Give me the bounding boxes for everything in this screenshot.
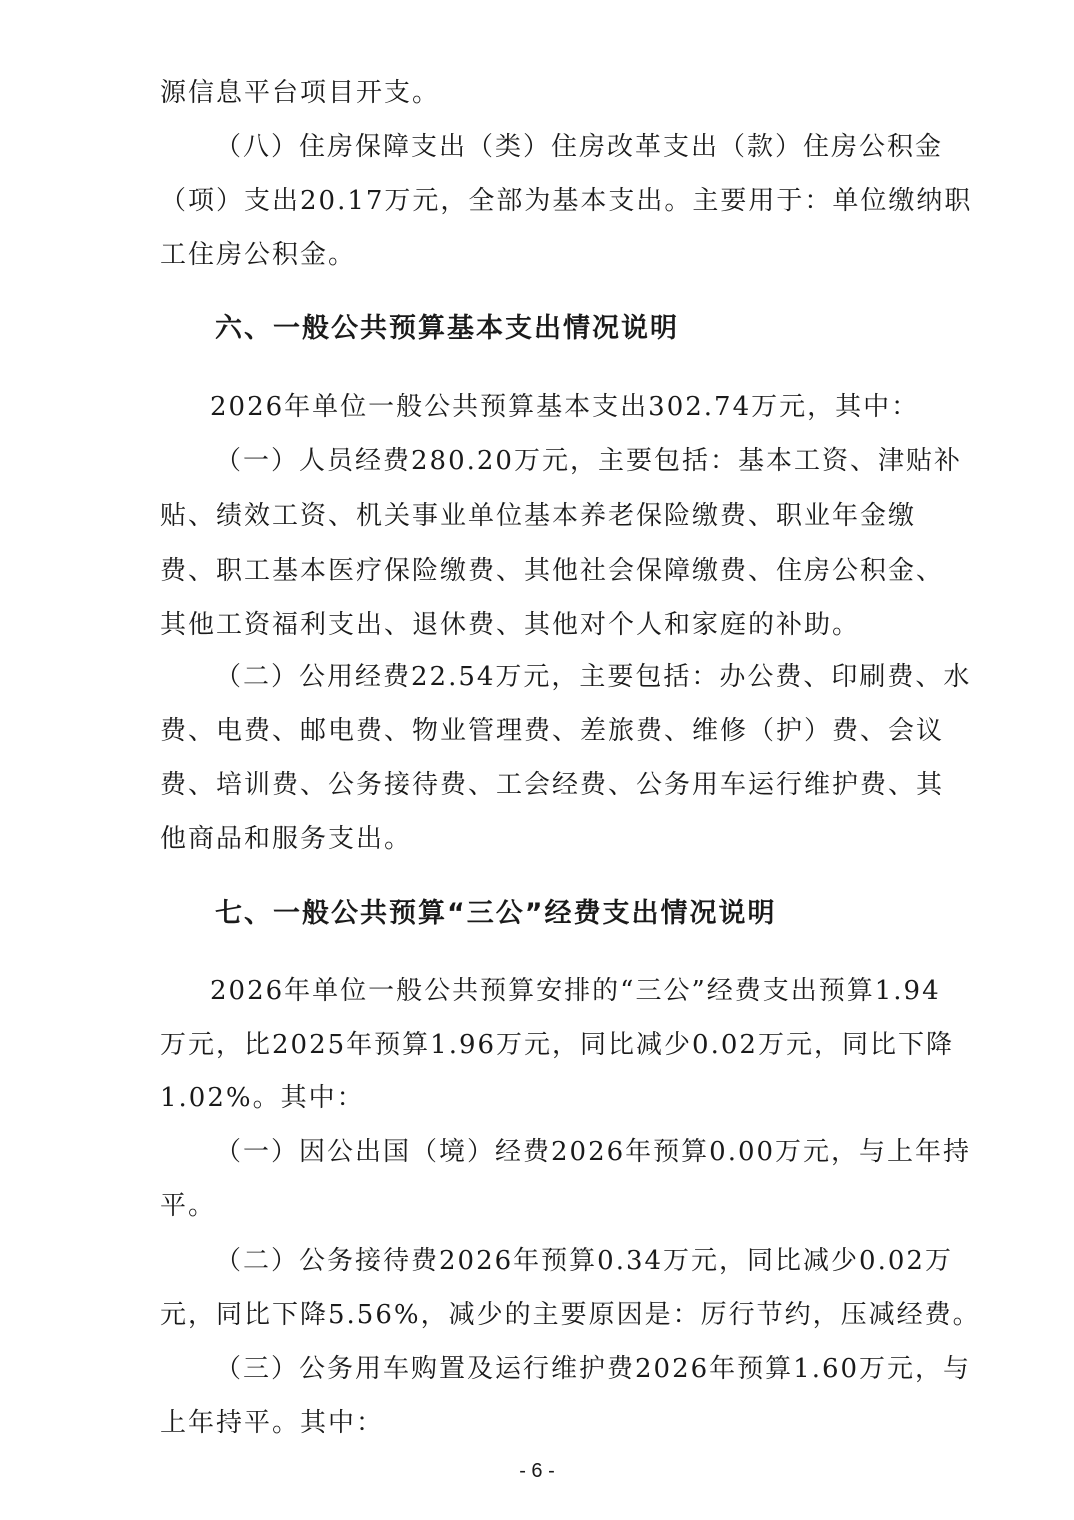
paragraph-line: 万元，比2025年预算1.96万元，同比减少0.02万元，同比下降 — [160, 1030, 954, 1060]
paragraph-line: 贴、绩效工资、机关事业单位基本养老保险缴费、职业年金缴 — [160, 501, 917, 531]
paragraph-line: 平。 — [160, 1191, 217, 1221]
paragraph-line: 元，同比下降5.56%，减少的主要原因是：厉行节约，压减经费。 — [160, 1300, 981, 1330]
paragraph-line: 上年持平。其中： — [160, 1408, 385, 1438]
paragraph-line: 费、培训费、公务接待费、工会经费、公务用车运行维护费、其 — [160, 770, 945, 800]
paragraph-line: （三）公务用车购置及运行维护费2026年预算1.60万元，与 — [215, 1354, 972, 1384]
paragraph-line: （一）因公出国（境）经费2026年预算0.00万元，与上年持 — [215, 1137, 972, 1167]
paragraph-line: （二）公用经费22.54万元，主要包括：办公费、印刷费、水 — [215, 662, 972, 692]
section-heading: 七、一般公共预算“三公”经费支出情况说明 — [215, 898, 777, 929]
paragraph-line: 1.02%。其中： — [160, 1083, 365, 1113]
paragraph-line: （八）住房保障支出（类）住房改革支出（款）住房公积金 — [215, 132, 944, 162]
paragraph-line: 他商品和服务支出。 — [160, 824, 413, 854]
paragraph-line: （项）支出20.17万元，全部为基本支出。主要用于：单位缴纳职 — [160, 186, 973, 216]
paragraph-line: （二）公务接待费2026年预算0.34万元，同比减少0.02万 — [215, 1246, 953, 1276]
paragraph-line: 2026年单位一般公共预算基本支出302.74万元，其中： — [210, 392, 920, 422]
paragraph-line: 工住房公积金。 — [160, 240, 357, 270]
paragraph-line: 源信息平台项目开支。 — [160, 78, 441, 108]
paragraph-line: 其他工资福利支出、退休费、其他对个人和家庭的补助。 — [160, 610, 861, 640]
paragraph-line: （一）人员经费280.20万元，主要包括：基本工资、津贴补 — [215, 446, 962, 476]
page-number: - 6 - — [519, 1460, 555, 1482]
paragraph-line: 费、电费、邮电费、物业管理费、差旅费、维修（护）费、会议 — [160, 716, 945, 746]
paragraph-line: 2026年单位一般公共预算安排的“三公”经费支出预算1.94 — [210, 976, 941, 1006]
paragraph-line: 费、职工基本医疗保险缴费、其他社会保障缴费、住房公积金、 — [160, 556, 945, 586]
section-heading: 六、一般公共预算基本支出情况说明 — [215, 313, 679, 344]
